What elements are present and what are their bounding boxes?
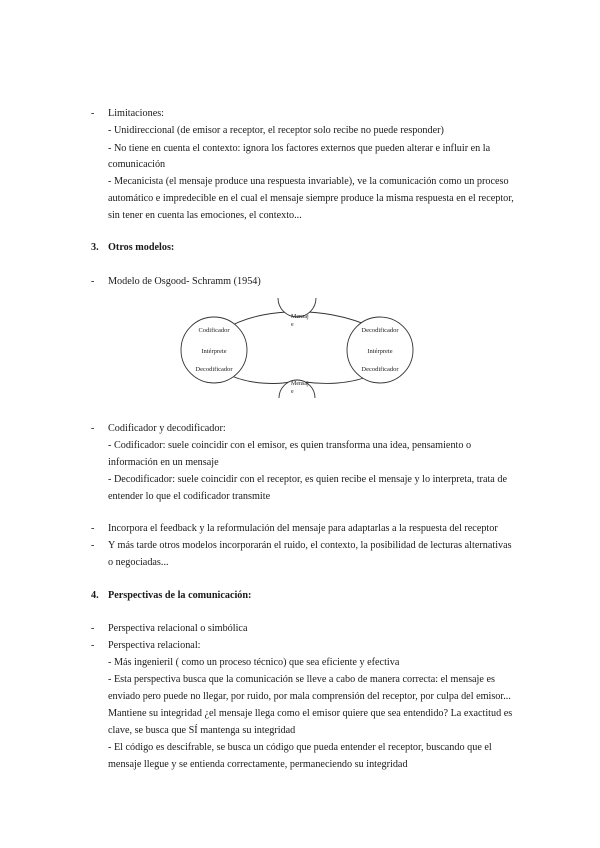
text-line: - Unidireccional (de emisor a receptor, el receptor solo recibe no puede responder) <box>108 125 444 136</box>
text-line: o negociadas... <box>108 557 169 568</box>
section-title: Perspectivas de la comunicación: <box>108 590 252 601</box>
text-line: - Decodificador: suele coincidir con el receptor, es quien recibe el mensaje y lo interpreta, trata de <box>108 474 507 485</box>
text-line: mensaje llegue y se entienda correctamente, permaneciendo su integridad <box>108 759 408 770</box>
text-line: enviado pero puede no llegar, por ruido, por mala comprensión del receptor, por culpa del emisor... <box>108 691 511 702</box>
section-title: Otros modelos: <box>108 242 175 253</box>
encoder-label: Codificador <box>198 327 230 334</box>
osgood-schramm-diagram <box>170 296 425 400</box>
text-line: - El código es descifrable, se busca un código que pueda entender el receptor, buscando que el <box>108 742 492 753</box>
feedback-line: Incorpora el feedback y la reformulación del mensaje para adaptarlas a la respuesta del receptor <box>108 523 498 534</box>
section-number: 4. <box>91 590 99 601</box>
text-line: - Más ingenieril ( como un proceso técnico) que sea eficiente y efectiva <box>108 657 400 668</box>
decoder-label: Decodificador <box>195 366 233 373</box>
text-line: - Codificador: suele coincidir con el emisor, es quien transforma una idea, pensamiento o <box>108 440 472 451</box>
bullet: - <box>91 423 95 434</box>
message-top-label: Mensaj <box>291 314 309 320</box>
bullet: - <box>91 523 95 534</box>
limitaciones-title: Limitaciones: <box>108 108 165 119</box>
interpreter-label: Intérprete <box>367 348 393 355</box>
text-line: Mantiene su integridad ¿el mensaje llega como el emisor quiere que sea entendido? La exactitud es <box>108 708 513 719</box>
text-line: - Esta perspectiva busca que la comunicación se lleve a cabo de manera correcta: el mensaje es <box>108 674 495 685</box>
perspectiva-line: Perspectiva relacional o simbólica <box>108 623 248 634</box>
decoder-label: Decodificador <box>361 327 399 334</box>
message-bottom-label-cont: e <box>291 389 294 395</box>
text-line: información en un mensaje <box>108 457 219 468</box>
codificador-title: Codificador y decodificador: <box>108 423 226 434</box>
osgood-model-line: Modelo de Osgood- Schramm (1954) <box>108 276 261 287</box>
text-line: sin tener en cuenta las emociones, el contexto... <box>108 210 302 221</box>
text-line: clave, se busca que SÍ mantenga su integridad <box>108 725 296 736</box>
text-line: comunicación <box>108 159 166 170</box>
text-line: automático e impredecible en el cual el mensaje siempre produce la misma respuesta en el receptor, <box>108 193 514 204</box>
message-bottom-label: Mensaj <box>291 381 309 387</box>
bullet: - <box>91 623 95 634</box>
bullet: - <box>91 540 95 551</box>
decoder-label: Decodificador <box>361 366 399 373</box>
text-line: - Mecanicista (el mensaje produce una respuesta invariable), ve la comunicación como un proceso <box>108 176 509 187</box>
bullet: - <box>91 276 95 287</box>
perspectiva-relacional-title: Perspectiva relacional: <box>108 640 201 651</box>
bullet: - <box>91 108 95 119</box>
text-line: Y más tarde otros modelos incorporarán el ruido, el contexto, la posibilidad de lecturas alternativas <box>108 540 512 551</box>
interpreter-label: Intérprete <box>201 348 227 355</box>
bullet: - <box>91 640 95 651</box>
text-line: entender lo que el codificador transmite <box>108 491 271 502</box>
message-top-label-cont: e <box>291 322 294 328</box>
text-line: - No tiene en cuenta el contexto: ignora los factores externos que pueden alterar e influir en la <box>108 143 491 154</box>
section-number: 3. <box>91 242 99 253</box>
